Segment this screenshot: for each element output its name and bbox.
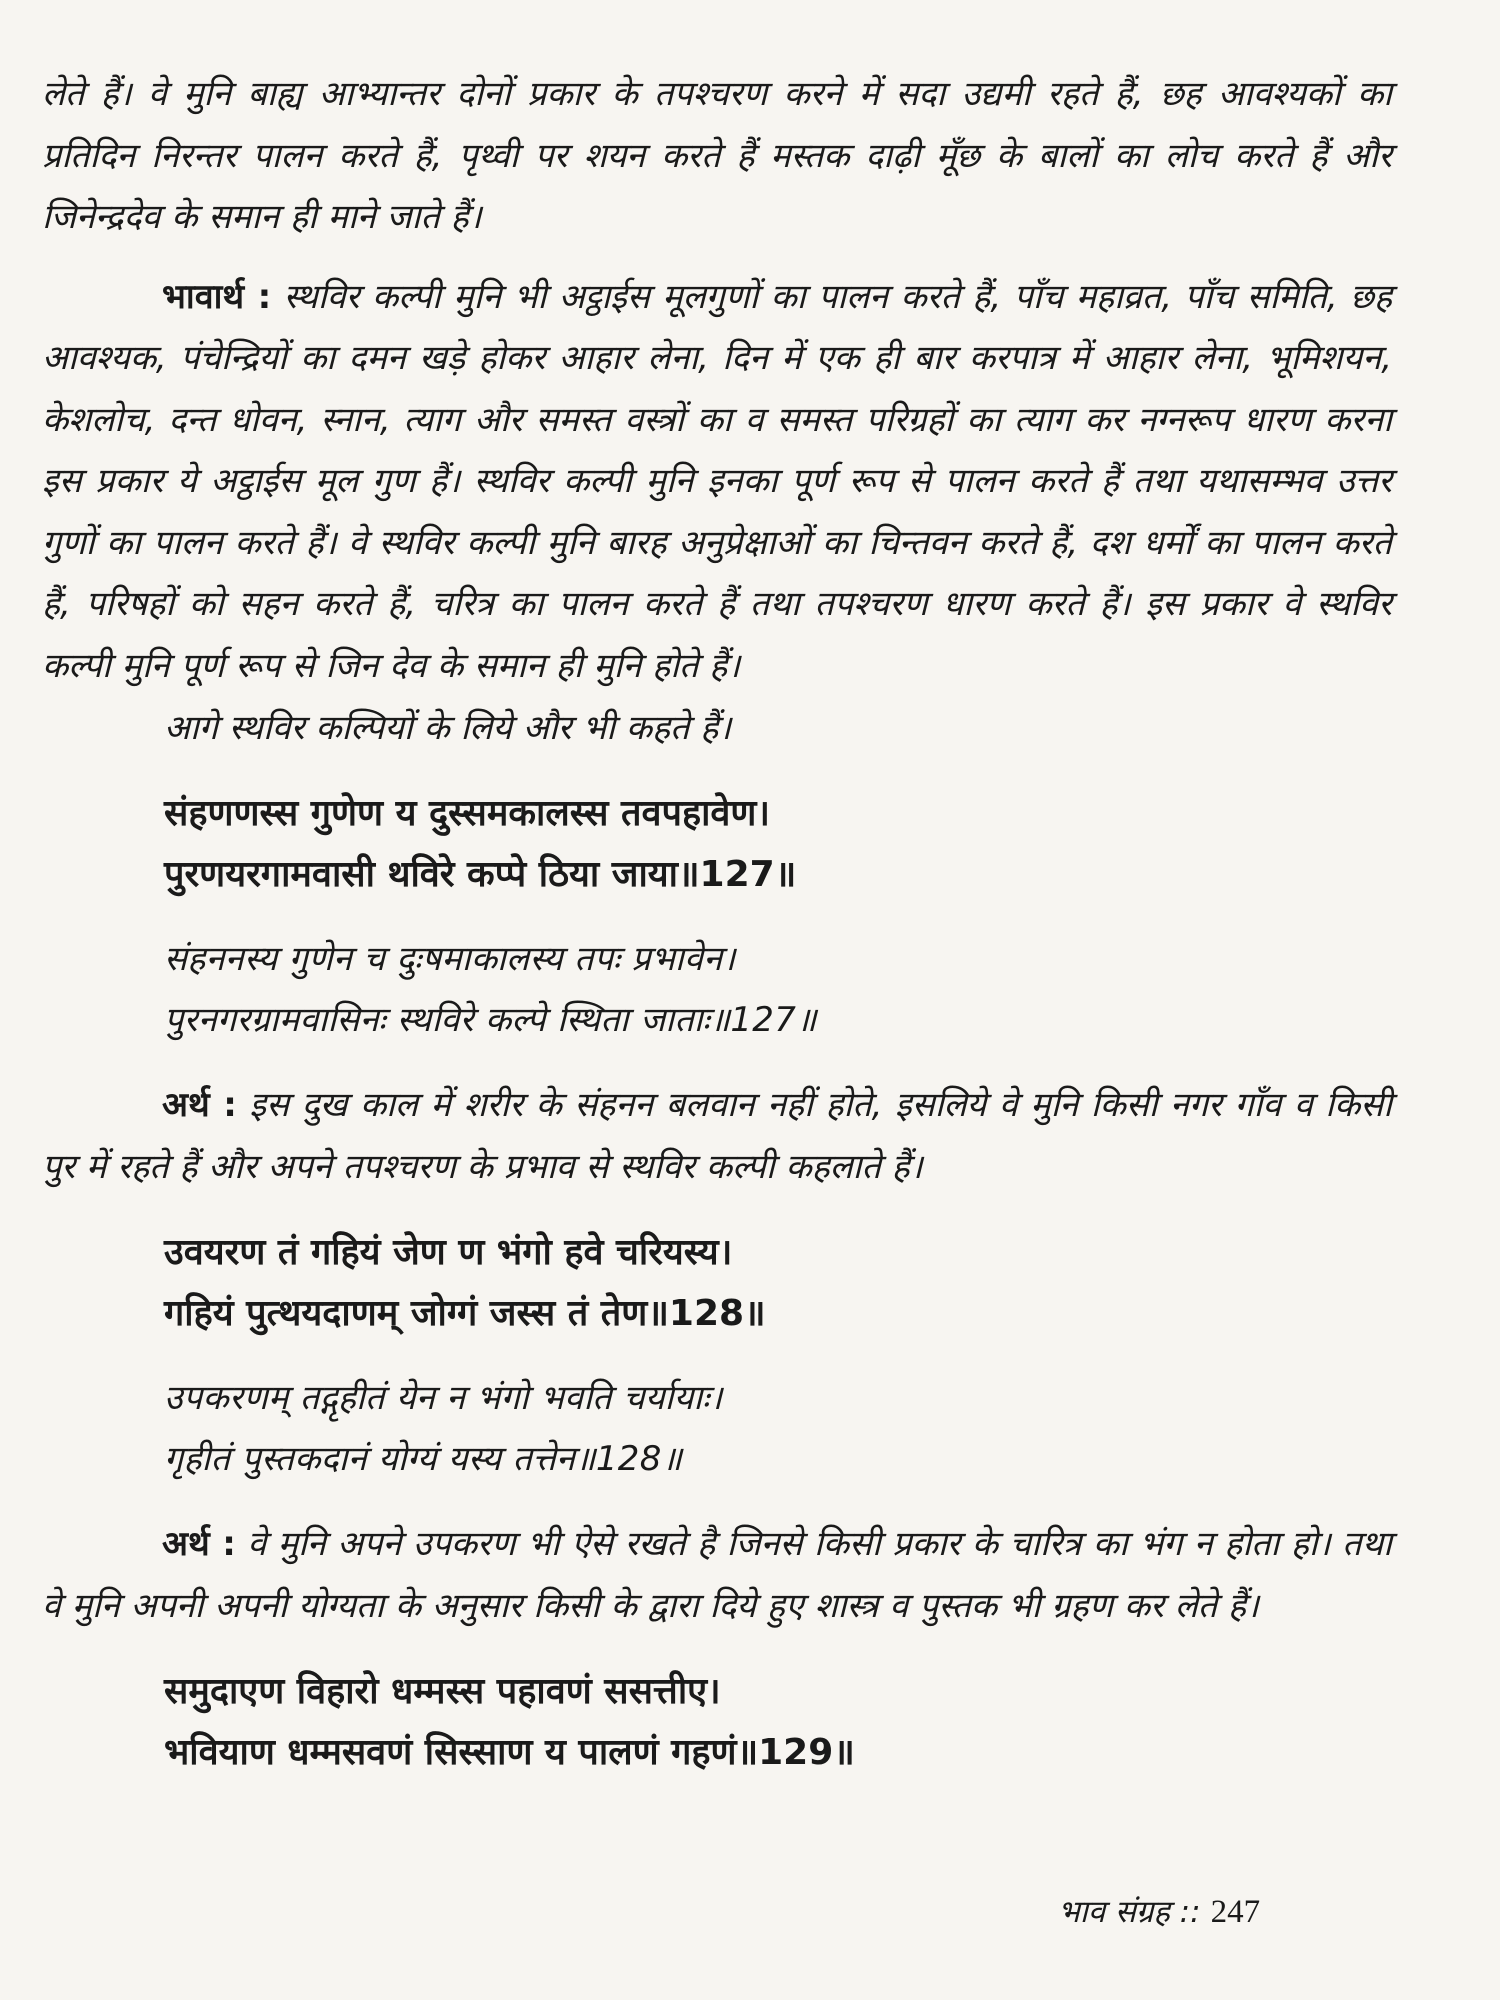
page-body	[42, 64, 1392, 1783]
verse-128-prakrit-line-2: गहियं पुत्थयदाणम् जोग्गं जस्स तं तेण॥128॥	[164, 1293, 766, 1334]
verse-127-meaning	[42, 1075, 1392, 1198]
page-number: 247	[1210, 1894, 1261, 1930]
page-footer	[1058, 1890, 1260, 1932]
arth-text: वे मुनि अपने उपकरण भी ऐसे रखते है जिनसे किसी प्रकार के चारित्र का भंग न होता हो। तथा वे मुनि अपनी अपनी योग्यता के अनुसार किसी के द्वारा दिये हुए शास्त्र व पुस्तक भी ग्रहण कर लेते हैं।	[42, 1524, 1392, 1626]
arth-label: अर्थ :	[162, 1085, 237, 1125]
paragraph-continuation: लेते हैं। वे मुनि बाह्य आभ्यान्तर दोनों प्रकार के तपश्चरण करने में सदा उद्यमी रहते हैं, छह आवश्यकों का प्रतिदिन निरन्तर पालन करते हैं, पृथ्वी पर शयन करते हैं मस्तक दाढ़ी मूँछ के बालों का लोच करते हैं और जिनेन्द्रदेव के समान ही माने जाते हैं।	[42, 74, 1392, 237]
book-title: भाव संग्रह ::	[1058, 1894, 1201, 1930]
bhavarth-paragraph	[42, 267, 1392, 698]
verse-128-sanskrit-line-2: गृहीतं पुस्तकदानं योग्यं यस्य तत्तेन॥128॥	[164, 1439, 683, 1479]
verse-128-prakrit-line-1: उवयरण तं गहियं जेण ण भंगो हवे चरियस्य।	[164, 1232, 733, 1273]
verse-128-sanskrit-line-1: उपकरणम् तद्गृहीतं येन न भंगो भवति चर्यायाः।	[164, 1378, 723, 1418]
verse-127-prakrit-line-2: पुरणयरगामवासी थविरे कप्पे ठिया जाया॥127॥	[164, 854, 797, 895]
intro-line: आगे स्थविर कल्पियों के लिये और भी कहते हैं।	[164, 708, 732, 748]
verse-128-meaning	[42, 1514, 1392, 1637]
verse-129-prakrit-line-1: समुदाएण विहारो धम्मस्स पहावणं ससत्तीए।	[164, 1671, 721, 1712]
verse-127-sanskrit-line-1: संहननस्य गुणेन च दुःषमाकालस्य तपः प्रभावेन।	[164, 939, 736, 979]
arth-text: इस दुख काल में शरीर के संहनन बलवान नहीं होते, इसलिये वे मुनि किसी नगर गाँव व किसी पुर में रहते हैं और अपने तपश्चरण के प्रभाव से स्थविर कल्पी कहलाते हैं।	[42, 1085, 1393, 1187]
bhavarth-text: स्थविर कल्पी मुनि भी अट्ठाईस मूलगुणों का पालन करते हैं, पाँच महाव्रत, पाँच समिति, छह आवश्यक, पंचेन्द्रियों का दमन खड़े होकर आहार लेना, दिन में एक ही बार करपात्र में आहार लेना, भूमिशयन, केशलोच, दन्त धोवन, स्नान, त्याग और समस्त वस्त्रों का व समस्त परिग्रहों का त्याग कर नग्नरूप धारण करना इस प्रकार ये अट्ठाईस मूल गुण हैं। स्थविर कल्पी मुनि इनका पूर्ण रूप से पालन करते हैं तथा यथासम्भव उत्तर गुणों का पालन करते हैं। वे स्थविर कल्पी मुनि बारह अनुप्रेक्षाओं का चिन्तवन करते हैं, दश धर्मों का पालन करते हैं, परिषहों को सहन करते हैं, चरित्र का पालन करते हैं तथा तपश्चरण धारण करते हैं। इस प्रकार वे स्थविर कल्पी मुनि पूर्ण रूप से जिन देव के समान ही मुनि होते हैं।	[42, 276, 1393, 686]
verse-127-prakrit-line-1: संहणणस्स गुणेण य दुस्समकालस्स तवपहावेण।	[164, 793, 771, 834]
verse-129-prakrit-line-2: भवियाण धम्मसवणं सिस्साण य पालणं गहणं॥129॥	[164, 1732, 855, 1773]
bhavarth-label: भावार्थ :	[162, 276, 272, 317]
verse-127-sanskrit-line-2: पुरनगरग्रामवासिनः स्थविरे कल्पे स्थिता जाताः॥127॥	[164, 1000, 817, 1040]
arth-label: अर्थ :	[162, 1524, 236, 1564]
